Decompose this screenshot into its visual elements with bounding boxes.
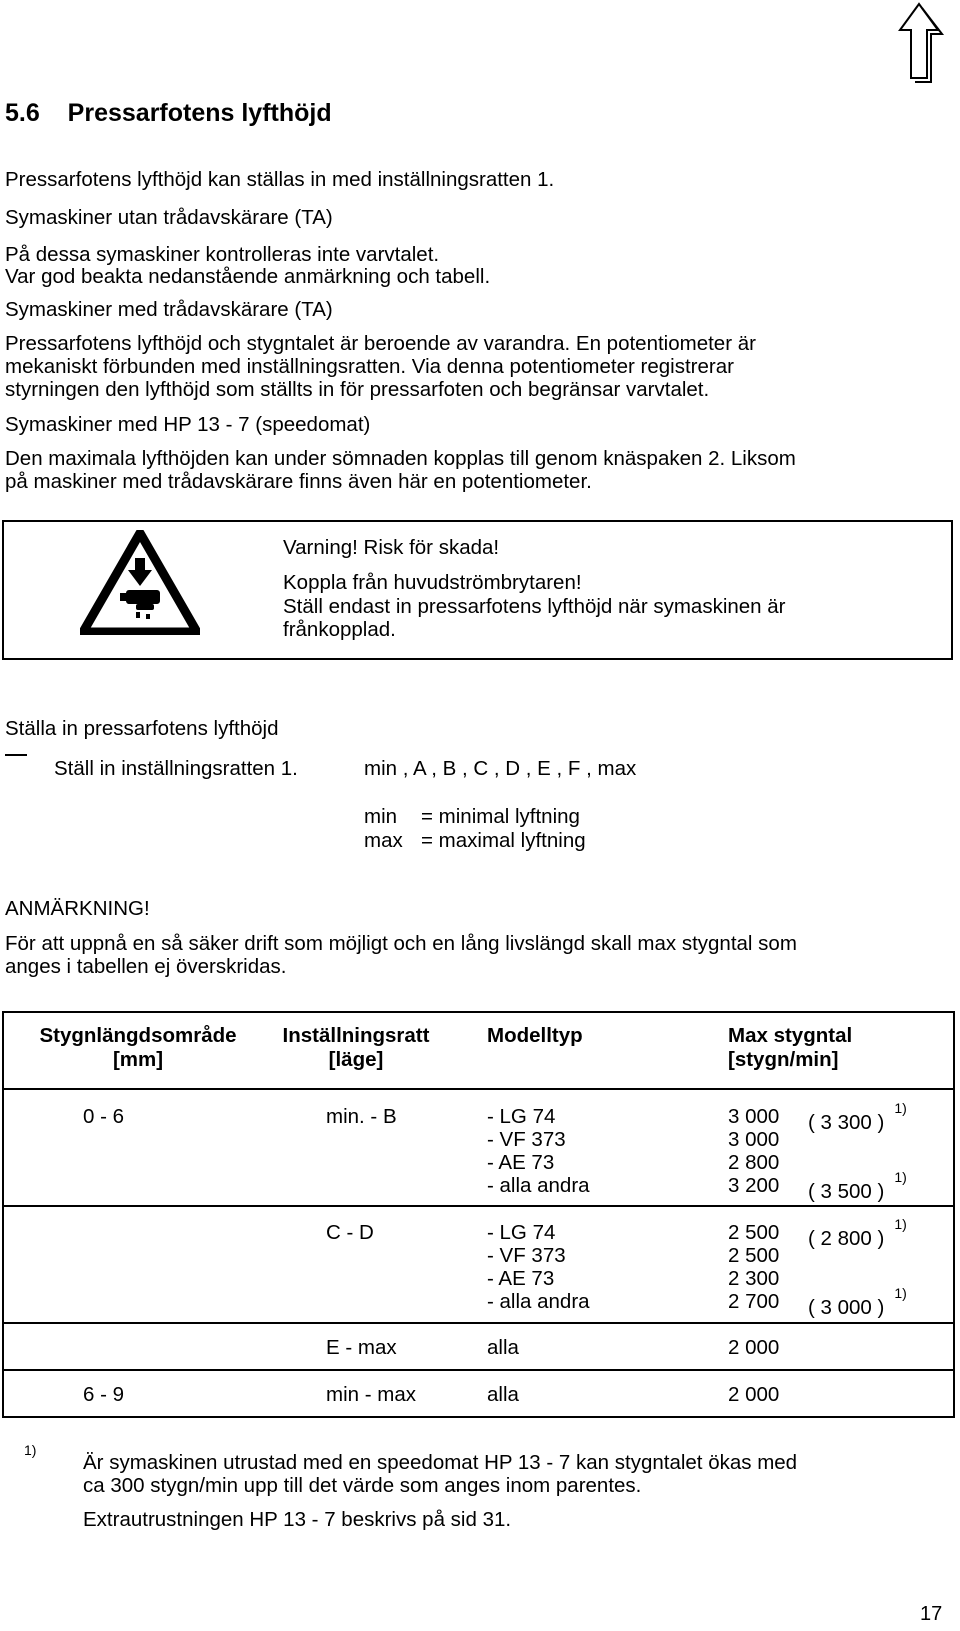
intro-p2: Symaskiner utan trådavskärare (TA) bbox=[5, 206, 333, 229]
g2-extra-1-value: ( 2 800 ) bbox=[808, 1226, 885, 1250]
g2-speed-4: 2 700 bbox=[728, 1290, 780, 1313]
intro-p5c: styrningen den lyfthöjd som ställts in för pressarfoten och begränsar varvtalet. bbox=[5, 378, 710, 401]
procedure-heading: Ställa in pressarfotens lyfthöjd bbox=[5, 717, 279, 740]
g1-speed-4: 3 200 bbox=[728, 1174, 780, 1197]
footnote-line1: Är symaskinen utrustad med en speedomat HP 13 - 7 kan stygntalet ökas med bbox=[83, 1451, 798, 1474]
intro-p4: Symaskiner med trådavskärare (TA) bbox=[5, 298, 333, 321]
intro-p3b: Var god beakta nedanstående anmärkning och tabell. bbox=[5, 265, 491, 288]
procedure-options: min , A , B , C , D , E , F , max bbox=[364, 757, 637, 780]
note-heading: ANMÄRKNING! bbox=[5, 897, 150, 920]
g2-model-3: - AE 73 bbox=[487, 1267, 555, 1290]
intro-p5b: mekaniskt förbunden med inställningsratten. Via denna potentiometer registrerar bbox=[5, 355, 734, 378]
section-title: Pressarfotens lyfthöjd bbox=[67, 99, 332, 127]
g2-speed-2: 2 500 bbox=[728, 1244, 780, 1267]
g1-range: 0 - 6 bbox=[83, 1105, 125, 1128]
g2-speed-3: 2 300 bbox=[728, 1267, 780, 1290]
r4-speed: 2 000 bbox=[728, 1383, 780, 1406]
footnote-line2: ca 300 stygn/min upp till det värde som anges inom parentes. bbox=[83, 1474, 642, 1497]
header-speed-label: Max stygntal bbox=[728, 1024, 853, 1047]
legend-max-key: max bbox=[364, 829, 403, 852]
g2-fnref-1: 1) bbox=[894, 1216, 907, 1232]
r4-range: 6 - 9 bbox=[83, 1383, 125, 1406]
g2-fnref-4: 1) bbox=[894, 1285, 907, 1301]
g1-extra-4 bbox=[808, 1169, 907, 1203]
g2-model-4: - alla andra bbox=[487, 1290, 590, 1313]
section-heading bbox=[5, 98, 332, 128]
warning-line3b: frånkopplad. bbox=[283, 618, 396, 641]
up-arrow-icon[interactable] bbox=[896, 0, 950, 84]
r4-setting: min - max bbox=[326, 1383, 416, 1406]
intro-p6: Symaskiner med HP 13 - 7 (speedomat) bbox=[5, 413, 371, 436]
section-number: 5.6 bbox=[5, 99, 40, 127]
table-rule-2 bbox=[2, 1322, 955, 1324]
g2-extra-4-value: ( 3 000 ) bbox=[808, 1295, 885, 1319]
legend-max-value: = maximal lyftning bbox=[421, 829, 586, 852]
g1-speed-2: 3 000 bbox=[728, 1128, 780, 1151]
g1-model-3: - AE 73 bbox=[487, 1151, 555, 1174]
g1-extra-1-value: ( 3 300 ) bbox=[808, 1110, 885, 1134]
header-model: Modelltyp bbox=[487, 1024, 583, 1047]
table-rule-3 bbox=[2, 1369, 955, 1371]
header-range-unit: [mm] bbox=[112, 1048, 164, 1071]
header-setting bbox=[266, 1024, 446, 1072]
r3-model: alla bbox=[487, 1336, 519, 1359]
table-header-rule bbox=[2, 1088, 955, 1090]
hand-crush-warning-icon bbox=[80, 530, 200, 635]
g2-extra-1 bbox=[808, 1216, 907, 1250]
g2-extra-4 bbox=[808, 1285, 907, 1319]
table-rule-1 bbox=[2, 1205, 955, 1207]
r3-setting: E - max bbox=[326, 1336, 397, 1359]
header-range bbox=[22, 1024, 254, 1072]
intro-p3a: På dessa symaskiner kontrolleras inte varvtalet. bbox=[5, 243, 440, 266]
footnote-line3: Extrautrustningen HP 13 - 7 beskrivs på sid 31. bbox=[83, 1508, 512, 1531]
g2-model-2: - VF 373 bbox=[487, 1244, 566, 1267]
g1-model-2: - VF 373 bbox=[487, 1128, 566, 1151]
g1-speed-1: 3 000 bbox=[728, 1105, 780, 1128]
list-dash bbox=[5, 754, 27, 756]
g1-extra-1 bbox=[808, 1100, 907, 1134]
footnote-mark: 1) bbox=[24, 1442, 37, 1458]
intro-p5a: Pressarfotens lyfthöjd och stygntalet är beroende av varandra. En potentiometer är bbox=[5, 332, 756, 355]
g1-fnref-4: 1) bbox=[894, 1169, 907, 1185]
header-range-label: Stygnlängdsområde bbox=[39, 1024, 237, 1047]
g2-speed-1: 2 500 bbox=[728, 1221, 780, 1244]
g1-extra-4-value: ( 3 500 ) bbox=[808, 1179, 885, 1203]
header-setting-unit: [läge] bbox=[328, 1048, 384, 1071]
procedure-step: Ställ in inställningsratten 1. bbox=[54, 757, 298, 780]
header-speed-unit: [stygn/min] bbox=[728, 1048, 839, 1071]
g1-model-1: - LG 74 bbox=[487, 1105, 556, 1128]
intro-p7b: på maskiner med trådavskärare finns även här en potentiometer. bbox=[5, 470, 592, 493]
r3-speed: 2 000 bbox=[728, 1336, 780, 1359]
warning-line3a: Ställ endast in pressarfotens lyfthöjd när symaskinen är bbox=[283, 595, 786, 618]
warning-line2: Koppla från huvudströmbrytaren! bbox=[283, 571, 582, 594]
g1-fnref-1: 1) bbox=[894, 1100, 907, 1116]
speed-table bbox=[2, 1011, 955, 1418]
intro-p1: Pressarfotens lyfthöjd kan ställas in med inställningsratten 1. bbox=[5, 168, 555, 191]
note-line1: För att uppnå en så säker drift som möjligt och en lång livslängd skall max stygntal som bbox=[5, 932, 797, 955]
header-speed bbox=[728, 1024, 852, 1072]
legend-min-key: min bbox=[364, 805, 398, 828]
header-setting-label: Inställningsratt bbox=[282, 1024, 430, 1047]
note-line2: anges i tabellen ej överskridas. bbox=[5, 955, 287, 978]
intro-p7a: Den maximala lyfthöjden kan under sömnaden kopplas till genom knäspaken 2. Liksom bbox=[5, 447, 796, 470]
warning-line1: Varning! Risk för skada! bbox=[283, 536, 500, 559]
g1-setting: min. - B bbox=[326, 1105, 397, 1128]
r4-model: alla bbox=[487, 1383, 519, 1406]
g1-speed-3: 2 800 bbox=[728, 1151, 780, 1174]
page-number: 17 bbox=[920, 1603, 943, 1625]
legend-min-value: = minimal lyftning bbox=[421, 805, 580, 828]
g2-setting: C - D bbox=[326, 1221, 374, 1244]
g2-model-1: - LG 74 bbox=[487, 1221, 556, 1244]
g1-model-4: - alla andra bbox=[487, 1174, 590, 1197]
